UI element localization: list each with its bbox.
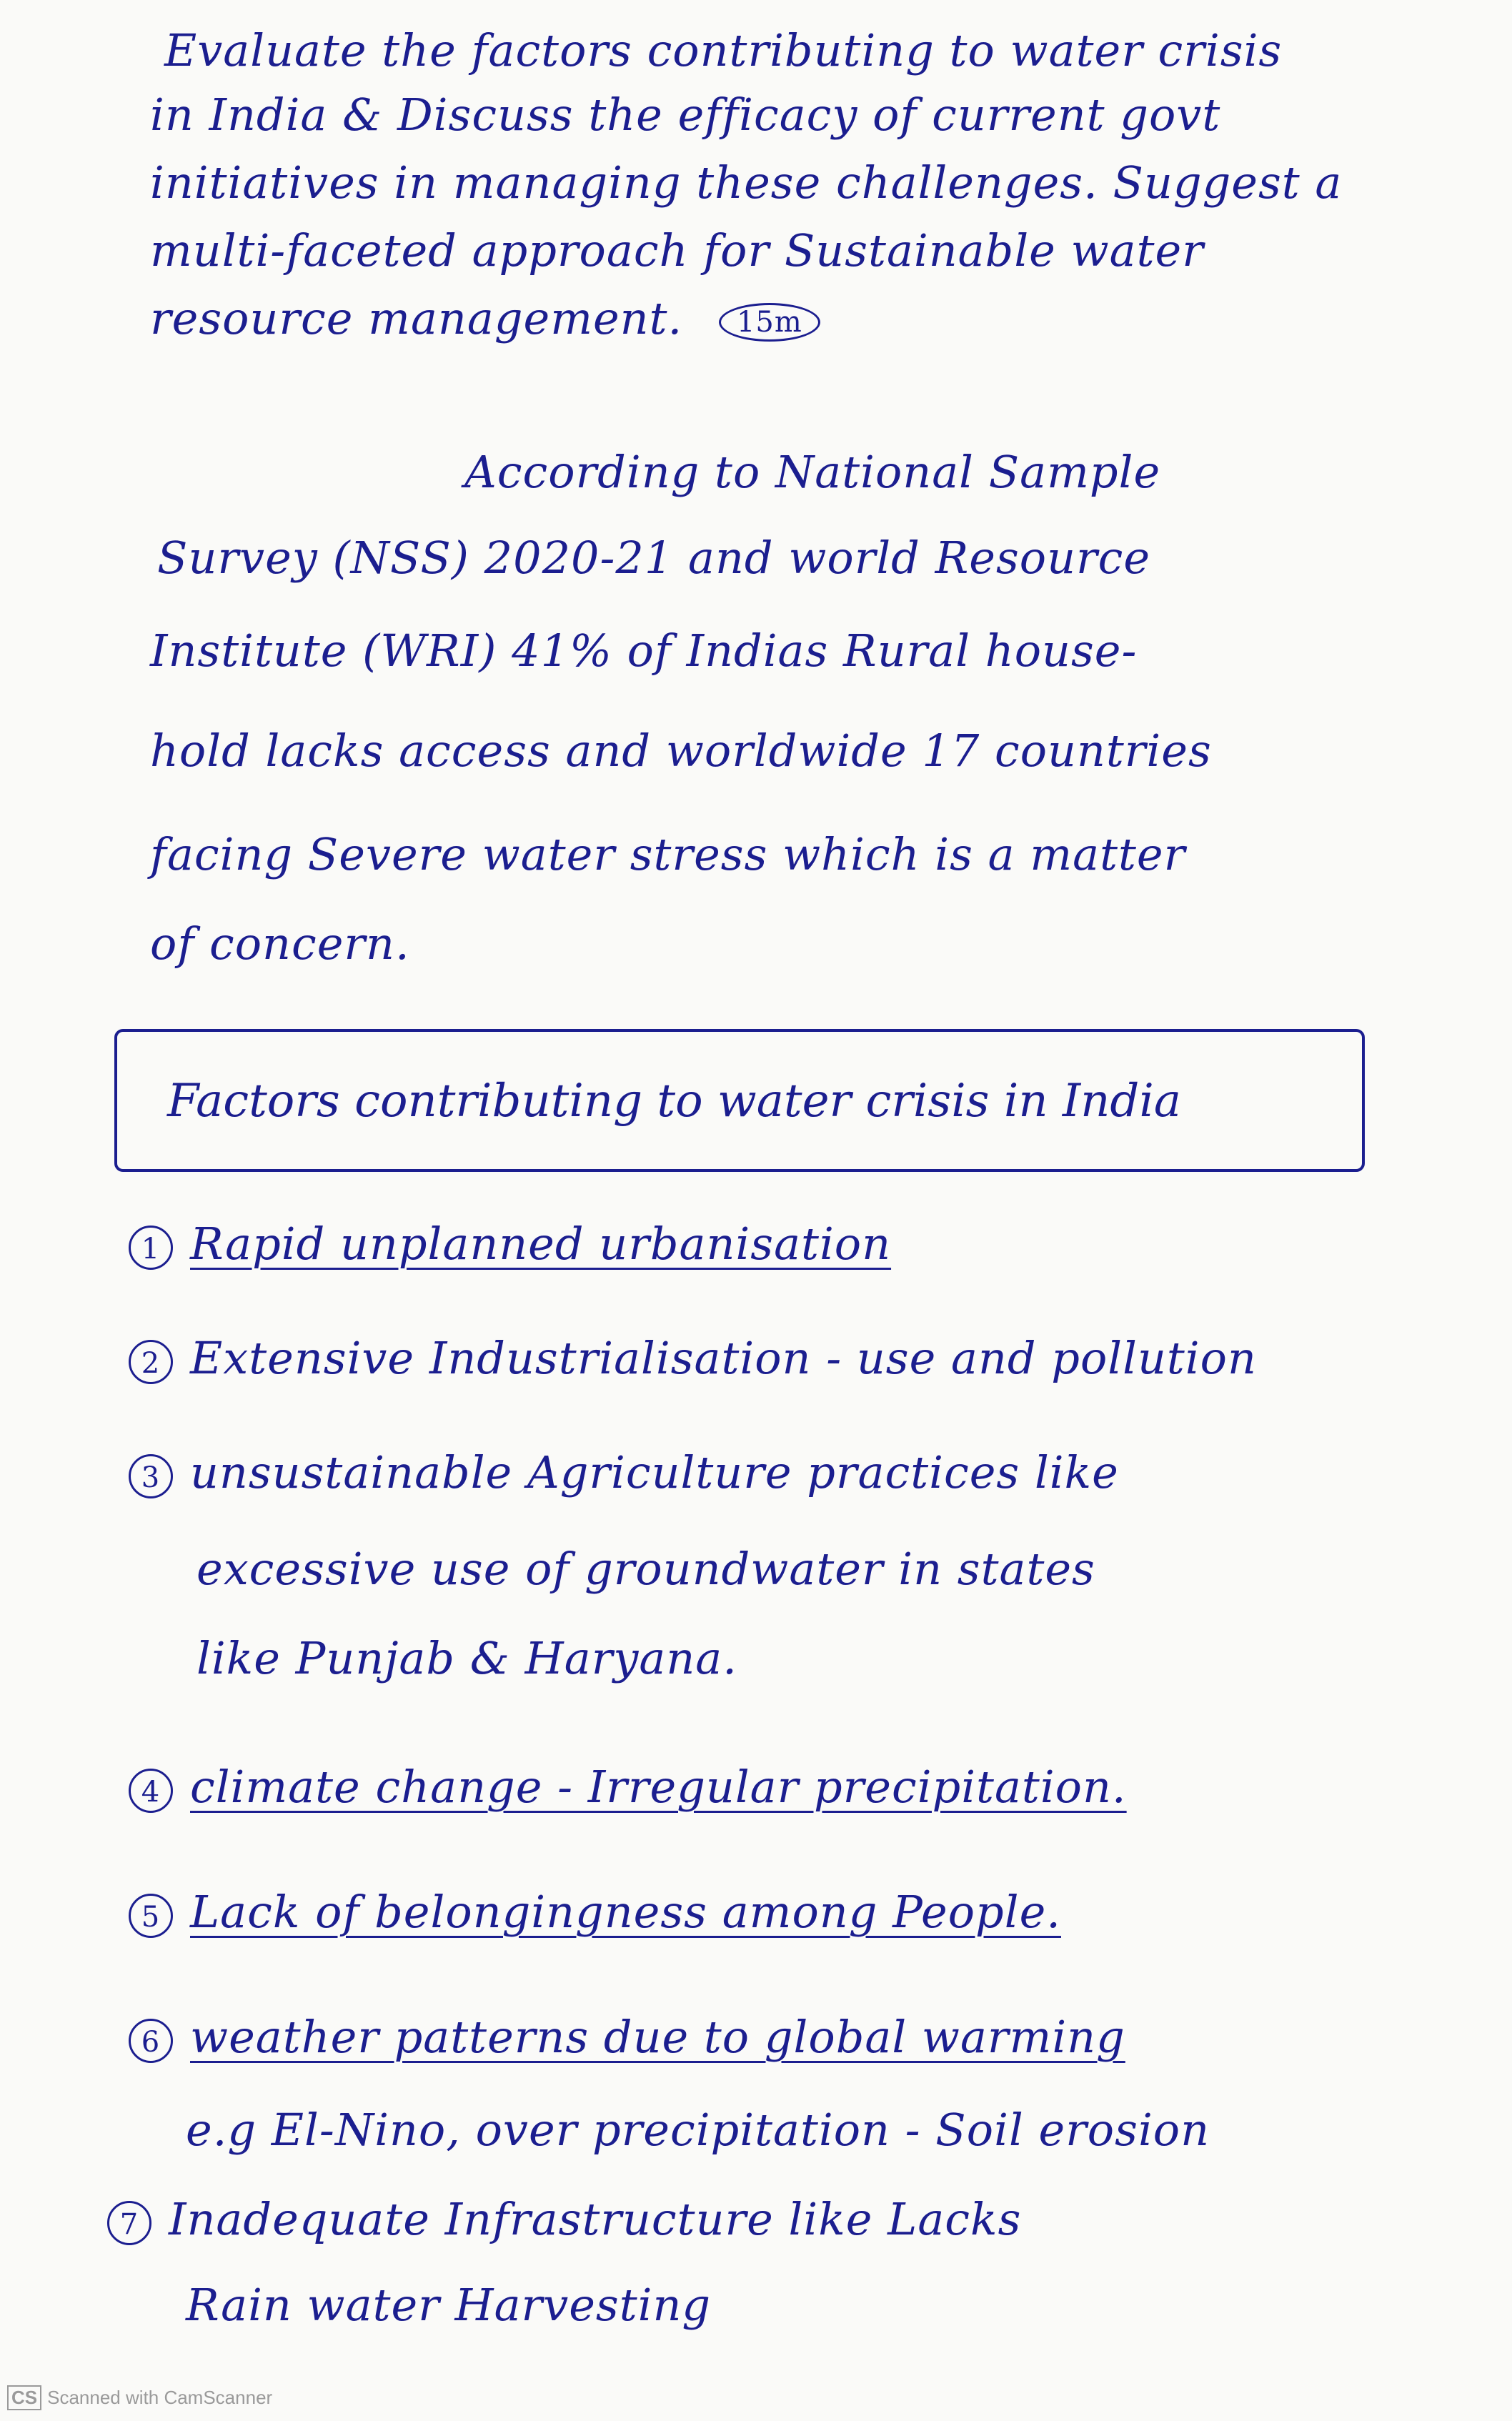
factor-number-1: 1	[129, 1226, 173, 1270]
factor-7	[107, 2193, 1022, 2245]
factor-2	[129, 1332, 1257, 1384]
factor-2-text: Extensive Industrialisation - use and pollution	[190, 1332, 1257, 1384]
factor-6	[129, 2011, 1125, 2063]
question-line-4: multi-faceted approach for Sustainable water	[150, 224, 1204, 277]
factor-1-text: Rapid unplanned urbanisation	[190, 1218, 892, 1270]
factor-number-6: 6	[129, 2019, 173, 2063]
factor-3	[129, 1446, 1119, 1498]
factor-6-text-2: e.g El-Nino, over precipitation - Soil erosion	[186, 2104, 1210, 2156]
question-line-1: Evaluate the factors contributing to water crisis	[164, 24, 1283, 76]
marks-badge: 15m	[719, 303, 820, 342]
factor-6-text-1: weather patterns due to global warming	[190, 2011, 1125, 2063]
factor-5	[129, 1886, 1061, 1938]
factor-7-text-1: Inadequate Infrastructure like Lacks	[169, 2193, 1022, 2245]
factor-5-text: Lack of belongingness among People.	[190, 1886, 1061, 1938]
section-heading-box	[114, 1029, 1365, 1172]
question-line-2: in India & Discuss the efficacy of current govt	[150, 89, 1221, 141]
intro-line-4: hold lacks access and worldwide 17 countries	[150, 725, 1212, 777]
question-line-3: initiatives in managing these challenges. Suggest a	[150, 156, 1343, 209]
intro-line-2: Survey (NSS) 2020-21 and world Resource	[157, 532, 1151, 584]
factor-4	[129, 1761, 1127, 1813]
factor-3-text-3: like Punjab & Haryana.	[197, 1632, 737, 1684]
question-line-5-wrap	[150, 292, 820, 344]
factor-1	[129, 1218, 892, 1270]
camscanner-logo: CS	[7, 2385, 41, 2410]
scanner-watermark	[7, 2385, 272, 2410]
intro-line-3: Institute (WRI) 41% of Indias Rural house-	[150, 625, 1138, 677]
factor-3-text-1: unsustainable Agriculture practices like	[190, 1446, 1119, 1498]
factor-7-text-2: Rain water Harvesting	[186, 2279, 712, 2331]
factor-number-5: 5	[129, 1894, 173, 1938]
section-heading: Factors contributing to water crisis in India	[167, 1075, 1181, 1128]
question-line-5: resource management.	[150, 292, 683, 344]
factor-number-7: 7	[107, 2201, 151, 2245]
factor-4-text: climate change - Irregular precipitation.	[190, 1761, 1127, 1813]
factor-3-text-2: excessive use of groundwater in states	[197, 1543, 1095, 1595]
factor-number-3: 3	[129, 1454, 173, 1498]
intro-line-6: of concern.	[150, 918, 410, 970]
factor-number-2: 2	[129, 1340, 173, 1384]
intro-line-1: According to National Sample	[464, 446, 1161, 498]
scanner-watermark-text: Scanned with CamScanner	[47, 2387, 273, 2408]
intro-line-5: facing Severe water stress which is a matter	[150, 828, 1186, 880]
factor-number-4: 4	[129, 1769, 173, 1813]
